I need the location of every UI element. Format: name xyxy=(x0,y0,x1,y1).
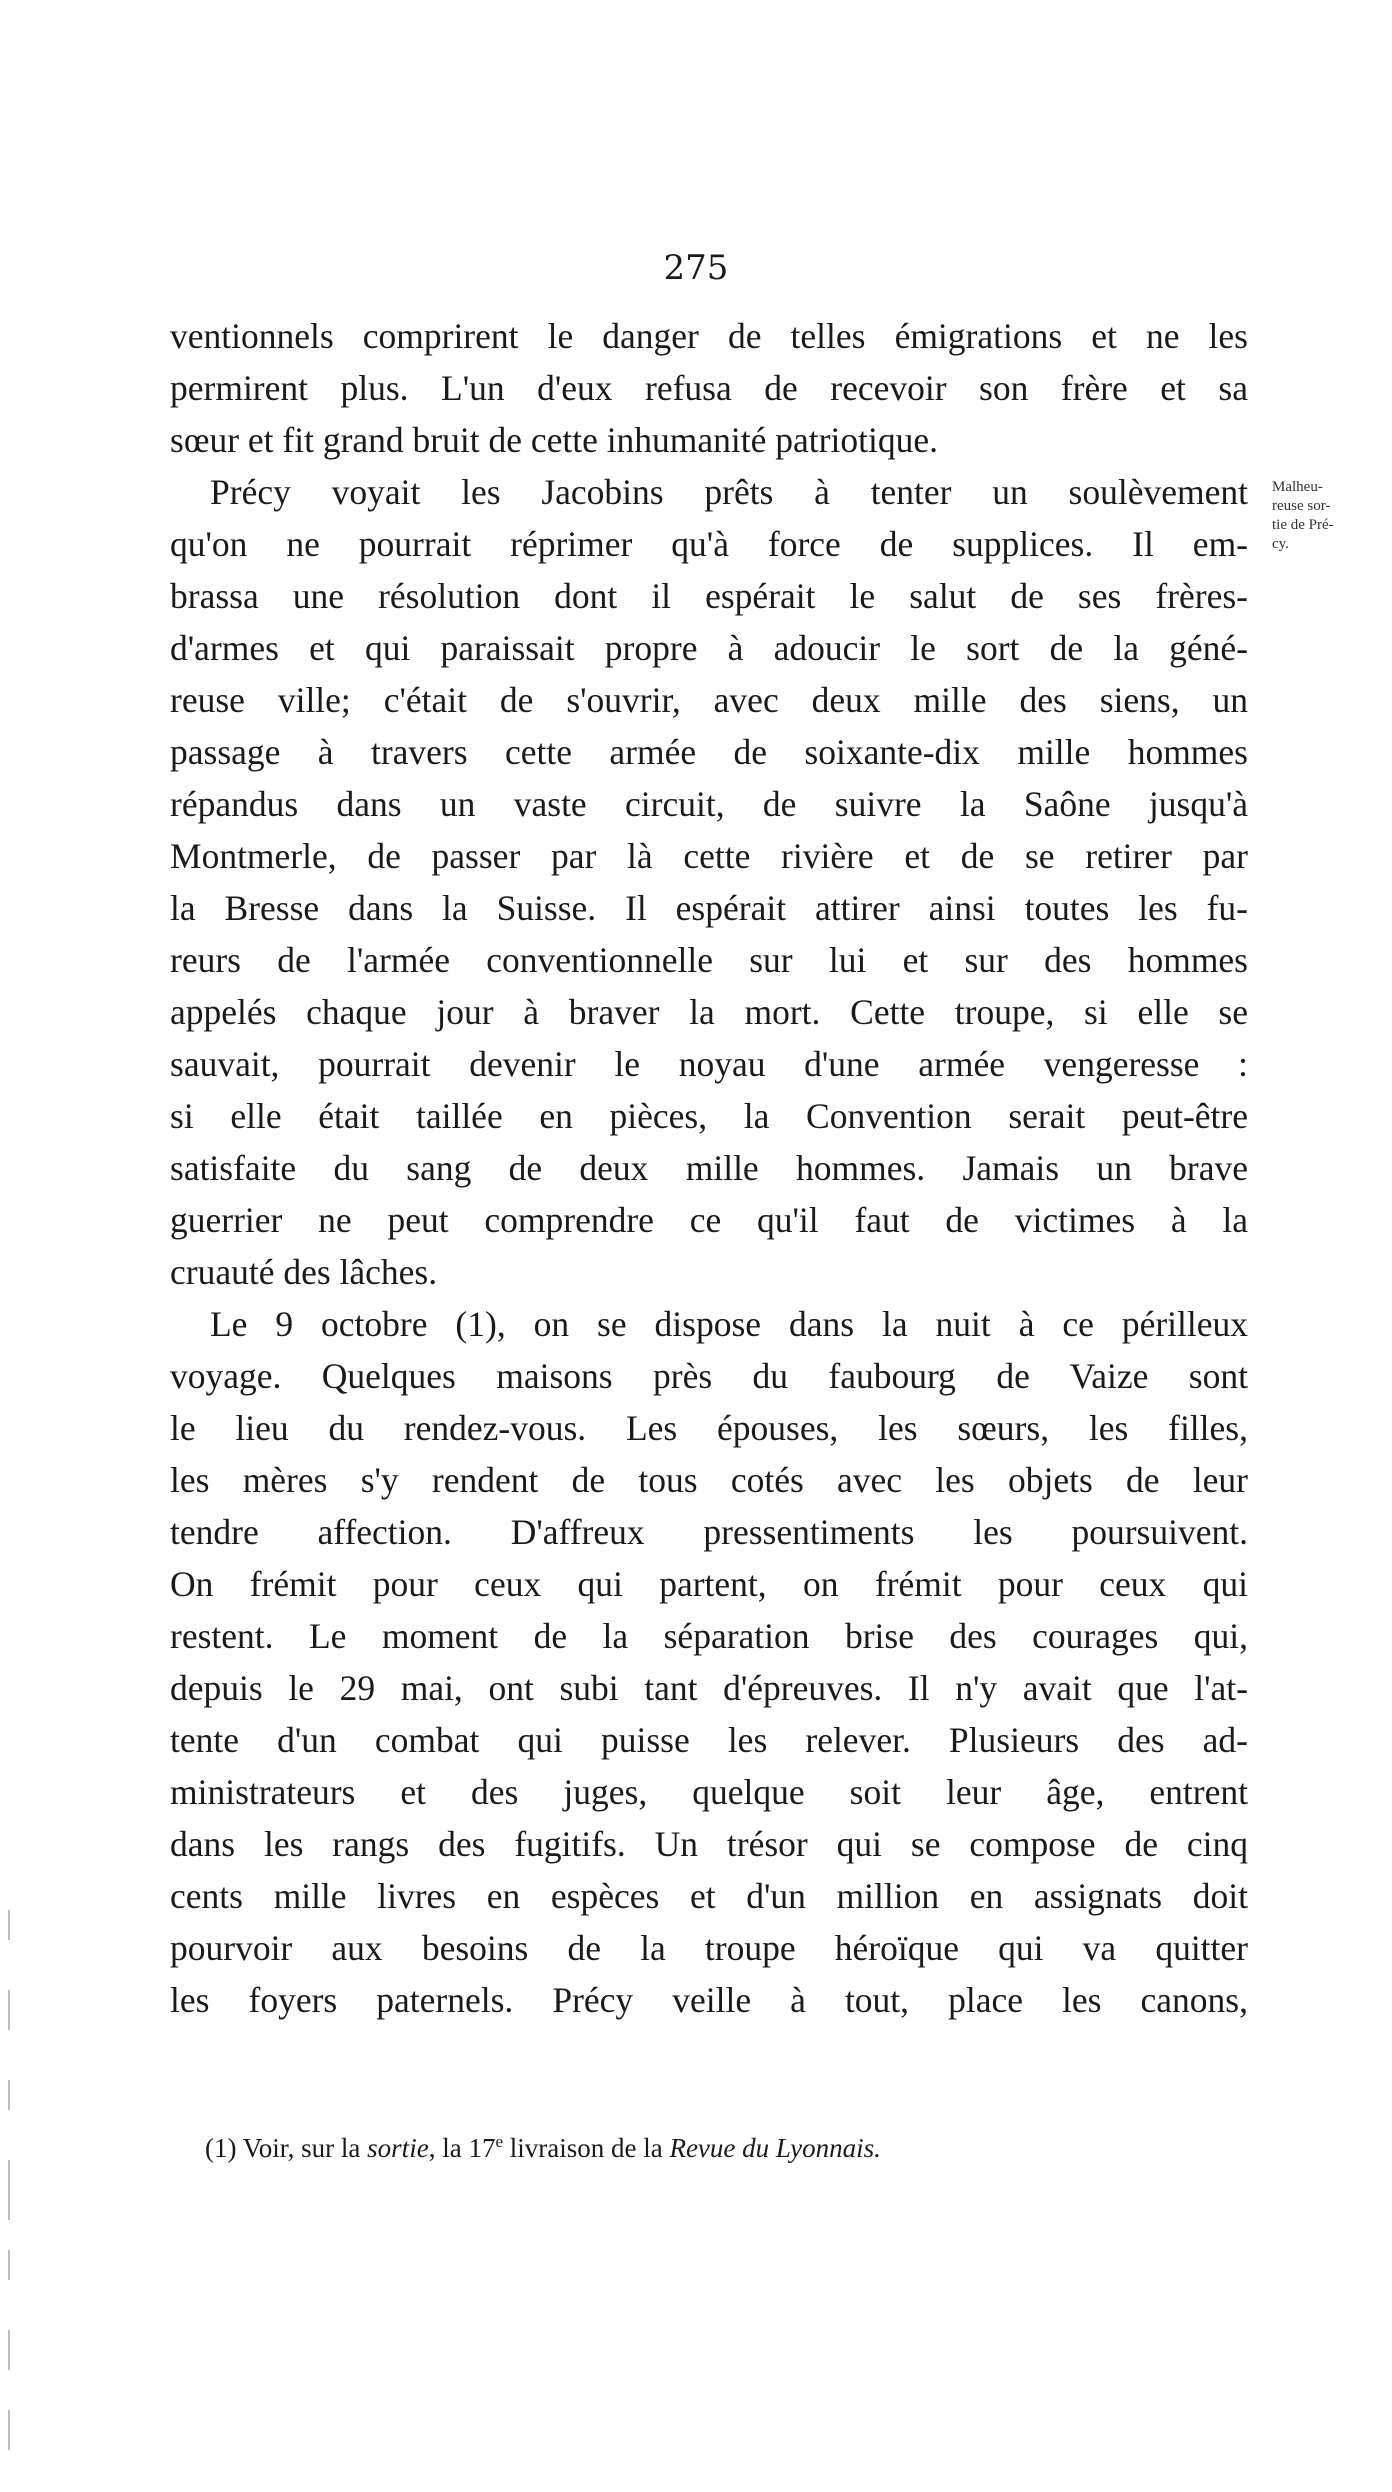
text-line: les mères s'y rendent de tous cotés avec les objets de leur xyxy=(170,1460,1248,1500)
text-line: cruauté des lâches. xyxy=(170,1252,438,1292)
text-line: Précy voyait les Jacobins prêts à tenter un soulèvement xyxy=(210,472,1248,512)
text-line: brassa une résolution dont il espérait le salut de ses frères- xyxy=(170,576,1248,616)
footnote-text: Voir, sur la xyxy=(242,2133,361,2163)
footnote xyxy=(205,2125,1245,2165)
scan-edge-mark xyxy=(8,1910,10,1940)
text-line: si elle était taillée en pièces, la Convention serait peut-être xyxy=(170,1096,1248,1136)
paragraph-1 xyxy=(170,310,1248,466)
margin-note xyxy=(1272,478,1367,554)
text-line: satisfaite du sang de deux mille hommes. Jamais un brave xyxy=(170,1148,1248,1188)
margin-note-line: Malheu- xyxy=(1272,479,1323,495)
text-line: guerrier ne peut comprendre ce qu'il faut de victimes à la xyxy=(170,1200,1248,1240)
text-line: voyage. Quelques maisons près du faubourg de Vaize sont xyxy=(170,1356,1248,1396)
text-line: reuse ville; c'était de s'ouvrir, avec deux mille des siens, un xyxy=(170,680,1248,720)
body-text xyxy=(170,310,1248,2026)
footnote-italic-sortie: sortie xyxy=(367,2133,429,2163)
text-line: Le 9 octobre (1), on se dispose dans la nuit à ce périlleux xyxy=(210,1304,1248,1344)
text-line: pourvoir aux besoins de la troupe héroïque qui va quitter xyxy=(170,1928,1248,1968)
footnote-marker: (1) xyxy=(205,2133,237,2163)
scan-edge-mark xyxy=(8,2080,10,2110)
scan-edge-mark xyxy=(8,1990,10,2030)
text-line: la Bresse dans la Suisse. Il espérait attirer ainsi toutes les fu- xyxy=(170,888,1248,928)
text-line: tente d'un combat qui puisse les relever. Plusieurs des ad- xyxy=(170,1720,1248,1760)
text-line: ventionnels comprirent le danger de telles émigrations et ne les xyxy=(170,316,1248,356)
scan-edge-mark xyxy=(8,2160,10,2220)
margin-note-line: cy. xyxy=(1272,536,1289,552)
text-line: d'armes et qui paraissait propre à adoucir le sort de la géné- xyxy=(170,628,1248,668)
text-line: On frémit pour ceux qui partent, on frémit pour ceux qui xyxy=(170,1564,1248,1604)
text-line: sœur et fit grand bruit de cette inhumanité patriotique. xyxy=(170,420,938,460)
margin-note-line: tie de Pré- xyxy=(1272,517,1334,533)
paragraph-2 xyxy=(170,466,1248,1298)
text-line: restent. Le moment de la séparation brise des courages qui, xyxy=(170,1616,1248,1656)
text-line: Montmerle, de passer par là cette rivière et de se retirer par xyxy=(170,836,1248,876)
text-line: appelés chaque jour à braver la mort. Cette troupe, si elle se xyxy=(170,992,1248,1032)
text-line: tendre affection. D'affreux pressentiments les poursuivent. xyxy=(170,1512,1248,1552)
text-line: permirent plus. L'un d'eux refusa de recevoir son frère et sa xyxy=(170,368,1248,408)
text-line: passage à travers cette armée de soixante-dix mille hommes xyxy=(170,732,1248,772)
text-line: depuis le 29 mai, ont subi tant d'épreuves. Il n'y avait que l'at- xyxy=(170,1668,1248,1708)
footnote-text: livraison de la xyxy=(509,2133,663,2163)
footnote-journal-title: Revue du Lyonnais. xyxy=(669,2133,881,2163)
scan-edge-mark xyxy=(8,2330,10,2370)
text-line: les foyers paternels. Précy veille à tout, place les canons, xyxy=(170,1980,1248,2020)
text-line: dans les rangs des fugitifs. Un trésor qui se compose de cinq xyxy=(170,1824,1248,1864)
scan-edge-mark xyxy=(8,2250,10,2280)
page-number: 275 xyxy=(663,248,729,288)
margin-note-line: reuse sor- xyxy=(1272,498,1331,514)
scan-edge-mark xyxy=(8,2410,10,2450)
text-line: ministrateurs et des juges, quelque soit leur âge, entrent xyxy=(170,1772,1248,1812)
footnote-number: 17 xyxy=(468,2133,496,2163)
text-line: qu'on ne pourrait réprimer qu'à force de supplices. Il em- xyxy=(170,524,1248,564)
text-line: cents mille livres en espèces et d'un million en assignats doit xyxy=(170,1876,1248,1916)
text-line: répandus dans un vaste circuit, de suivre la Saône jusqu'à xyxy=(170,784,1248,824)
text-line: reurs de l'armée conventionnelle sur lui et sur des hommes xyxy=(170,940,1248,980)
footnote-superscript: e xyxy=(495,2132,503,2151)
footnote-text: , la xyxy=(428,2133,462,2163)
paragraph-3 xyxy=(170,1298,1248,2026)
text-line: le lieu du rendez-vous. Les épouses, les sœurs, les filles, xyxy=(170,1408,1248,1448)
text-line: sauvait, pourrait devenir le noyau d'une armée vengeresse : xyxy=(170,1044,1248,1084)
